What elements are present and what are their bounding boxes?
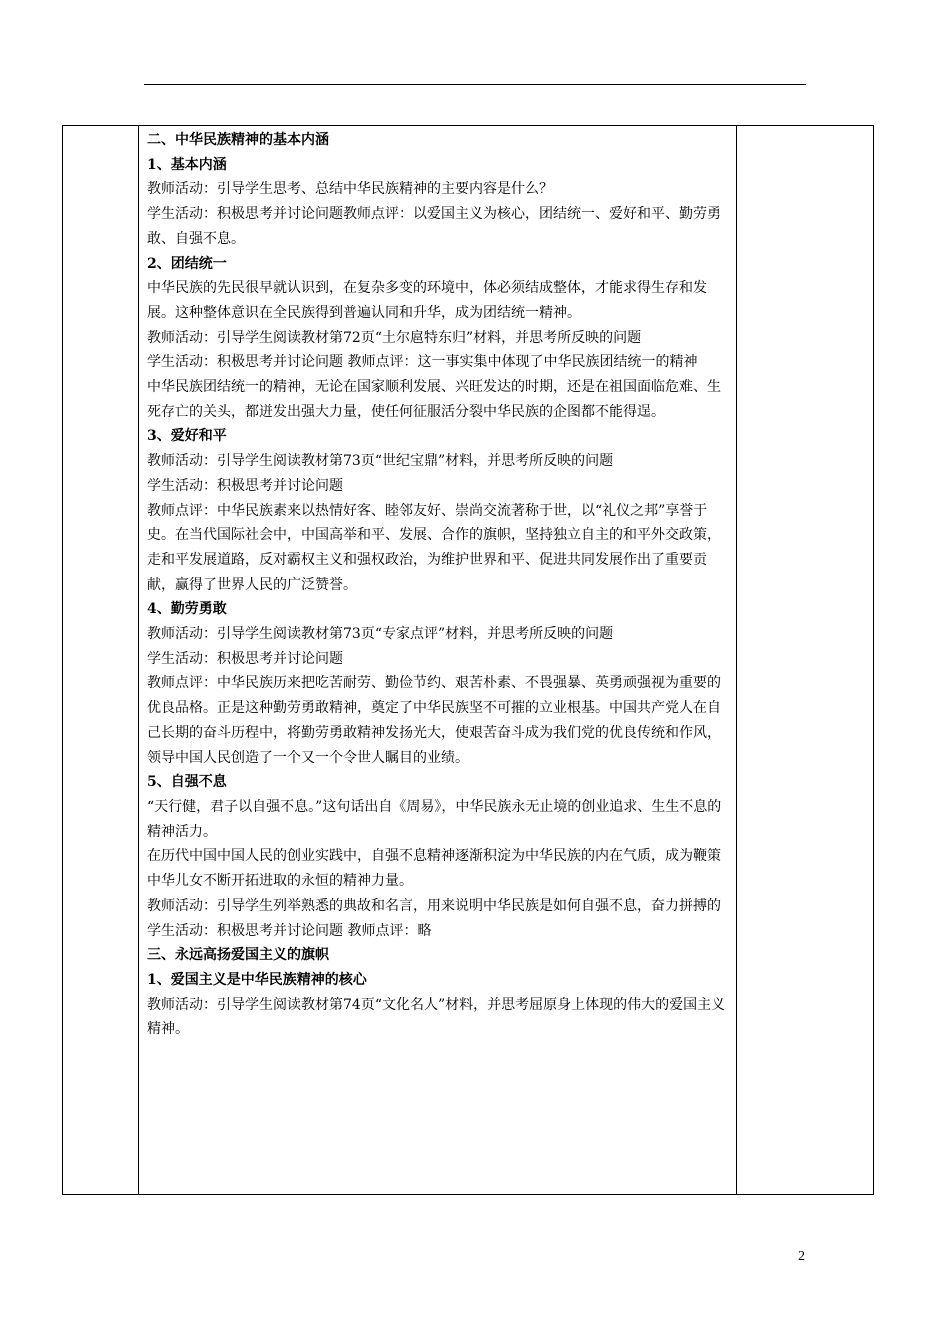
paragraph: 教师点评：中华民族素来以热情好客、睦邻友好、崇尚交流著称于世，以“礼仪之邦”享誉于史。在当代国际社会中，中国高举和平、发展、合作的旗帜，坚持独立自主的和平外交政策，走和平发展道路，反对霸权主义和强权政治，为维护世界和平、促进共同发展作出了重要贡献，赢得了世界人民的广泛赞誉。 bbox=[147, 502, 721, 593]
section-heading: 1、爱国主义是中华民族精神的核心 bbox=[147, 971, 367, 988]
paragraph: 教师活动：引导学生阅读教材第74页“文化名人”材料，并思考屈原身上体现的伟大的爱国主义精神。 bbox=[147, 996, 726, 1038]
paragraph: 教师点评：中华民族历来把吃苦耐劳、勤俭节约、艰苦朴素、不畏强暴、英勇顽强视为重要的优良品格。正是这种勤劳勇敢精神，奠定了中华民族坚不可摧的立业根基。中国共产党人在自己长期的奋斗历程中，将勤劳勇敢精神发扬光大，使艰苦奋斗成为我们党的优良传统和作风，领导中国人民创造了一个又一个令世人瞩目的业绩。 bbox=[147, 675, 721, 766]
section-heading: 5、自强不息 bbox=[147, 774, 227, 791]
paragraph: 教师活动：引导学生列举熟悉的典故和名言，用来说明中华民族是如何自强不息，奋力拼搏的 bbox=[147, 897, 721, 914]
paragraph: 学生活动：积极思考并讨论问题 bbox=[147, 650, 343, 667]
paragraph: 教师活动：引导学生思考、总结中华民族精神的主要内容是什么？ bbox=[147, 181, 553, 198]
page-number: 2 bbox=[798, 1249, 805, 1264]
section-heading: 三、永远高扬爱国主义的旗帜 bbox=[147, 947, 329, 964]
section-heading: 4、勤劳勇敢 bbox=[147, 601, 227, 618]
paragraph: 学生活动：积极思考并讨论问题教师点评：以爱国主义为核心，团结统一、爱好和平、勤劳勇敢、自强不息。 bbox=[147, 206, 721, 247]
paragraph: 中华民族的先民很早就认识到，在复杂多变的环境中，体必须结成整体，才能求得生存和发展。这种整体意识在全民族得到普遍认同和升华，成为团结统一精神。 bbox=[147, 280, 707, 321]
paragraph: 教师活动：引导学生阅读教材第73页“世纪宝鼎”材料，并思考所反映的问题 bbox=[147, 453, 614, 470]
paragraph: 学生活动：积极思考并讨论问题 教师点评：略 bbox=[147, 922, 432, 939]
lesson-content bbox=[147, 128, 731, 1042]
section-heading: 1、基本内涵 bbox=[147, 156, 227, 173]
paragraph: 中华民族团结统一的精神，无论在国家顺利发展、兴旺发达的时期，还是在祖国面临危难、生死存亡的关头，都迸发出强大力量，使任何征服活分裂中华民族的企图都不能得逞。 bbox=[147, 379, 721, 420]
section-heading: 3、爱好和平 bbox=[147, 428, 227, 445]
paragraph: 教师活动：引导学生阅读教材第73页“专家点评”材料，并思考所反映的问题 bbox=[147, 626, 614, 643]
paragraph: 教师活动：引导学生阅读教材第72页“土尔扈特东归”材料，并思考所反映的问题 bbox=[147, 329, 642, 346]
section-heading: 二、中华民族精神的基本内涵 bbox=[147, 132, 329, 148]
section-heading: 2、团结统一 bbox=[147, 255, 227, 272]
paragraph: 学生活动：积极思考并讨论问题 教师点评：这一事实集中体现了中华民族团结统一的精神 bbox=[147, 354, 698, 371]
paragraph: 在历代中国中国人民的创业实践中，自强不息精神逐渐积淀为中华民族的内在气质，成为鞭策中华儿女不断开拓进取的永恒的精神力量。 bbox=[147, 848, 721, 890]
lesson-table bbox=[62, 125, 874, 1195]
column-divider-right bbox=[736, 126, 737, 1194]
column-divider-left bbox=[138, 126, 139, 1194]
paragraph: 学生活动：积极思考并讨论问题 bbox=[147, 477, 343, 494]
paragraph: “天行健，君子以自强不息。”这句话出自《周易》，中华民族永无止境的创业追求、生生不息的精神活力。 bbox=[147, 798, 722, 840]
header-rule bbox=[144, 84, 806, 85]
